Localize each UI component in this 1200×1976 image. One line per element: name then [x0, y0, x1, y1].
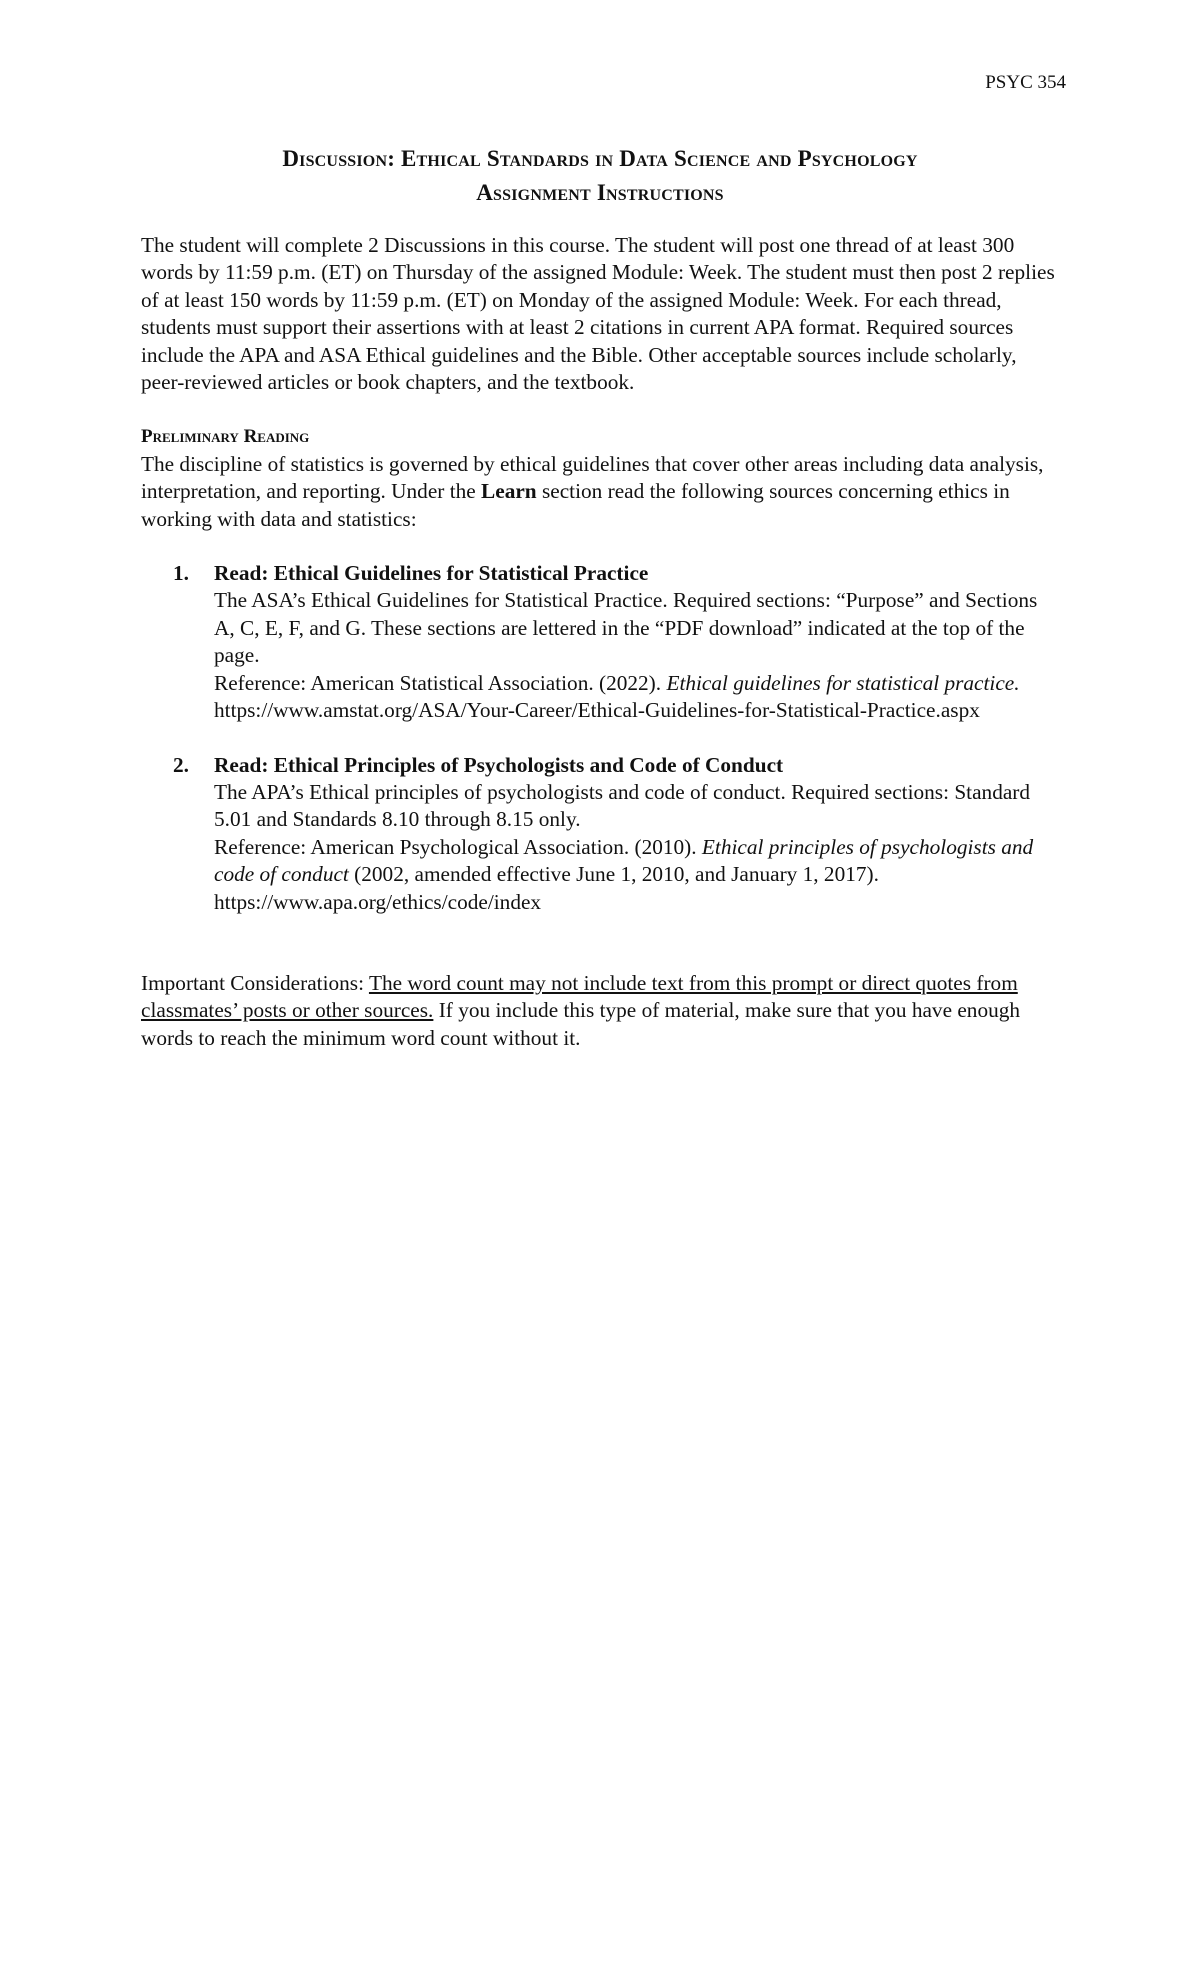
important-considerations-paragraph — [141, 970, 1061, 1052]
document-title — [141, 142, 1059, 210]
reading-item-reference — [214, 834, 1061, 916]
intro-paragraph: The student will complete 2 Discussions in this course. The student will post one thread of at least 300 words by 11:59 p.m. (ET) on Thursday of the assigned Module: Week. The student must then post 2 replies of at least 150 words by 11:59 p.m. (ET) on Monday of the assigned Module: Week. For each thread, students must support their assertions with at least 2 citations in current APA format. Required sources include the APA and ASA Ethical guidelines and the Bible. Other acceptable sources include scholarly, peer-reviewed articles or book chapters, and the textbook. — [141, 233, 1055, 395]
preliminary-reading-heading: Preliminary Reading — [141, 426, 310, 448]
considerations-rest: If you include this type of material, make sure that you have enough words to reach the minimum word count without it. — [141, 998, 1021, 1050]
reference-prefix: Reference: American Psychological Association. (2010). — [214, 834, 702, 859]
title-line-1: Discussion: Ethical Standards in Data Science and Psychology — [282, 146, 918, 171]
considerations-label: Important Considerations: — [141, 970, 369, 995]
reference-prefix: Reference: American Statistical Association. (2022). — [214, 670, 667, 695]
reading-item-title: Read: Ethical Guidelines for Statistical Practice — [214, 561, 649, 586]
learn-section-label: Learn — [481, 479, 537, 504]
preliminary-text-before: The discipline of statistics is governed by ethical guidelines that cover other areas including data analysis, interpretation, and reporting. Under the — [141, 451, 1044, 504]
reference-title: Ethical guidelines for statistical practice. — [666, 670, 1020, 695]
reading-item-asa — [141, 560, 1061, 724]
reading-item-title: Read: Ethical Principles of Psychologists and Code of Conduct — [214, 752, 784, 777]
preliminary-text-after: section read the following sources concerning ethics in working with data and statistics: — [141, 479, 1010, 531]
reading-item-apa — [141, 752, 1061, 916]
reading-list — [141, 560, 1061, 916]
list-number: 1. — [173, 561, 189, 586]
title-line-2: Assignment Instructions — [476, 180, 724, 205]
preliminary-reading-paragraph — [141, 451, 1061, 533]
list-number: 2. — [173, 752, 189, 777]
document-body — [141, 232, 1061, 1052]
course-code: PSYC 354 — [985, 72, 1066, 93]
reference-suffix: (2002, amended effective June 1, 2010, and January 1, 2017). https://www.apa.org/ethics/code/index — [214, 862, 879, 914]
reference-title: Ethical principles of psychologists and code of conduct — [214, 834, 1034, 887]
reference-suffix: https://www.amstat.org/ASA/Your-Career/Ethical-Guidelines-for-Statistical-Practice.aspx — [214, 698, 980, 723]
reading-item-reference — [214, 670, 1061, 725]
considerations-underlined-text: The word count may not include text from this prompt or direct quotes from classmates’ posts or other sources. — [141, 970, 1018, 1023]
reading-item-description: The ASA’s Ethical Guidelines for Statistical Practice. Required sections: “Purpose” and Sections A, C, E, F, and G. These sections are lettered in the “PDF download” indicated at the top of the page. — [214, 588, 1038, 668]
reading-item-description: The APA’s Ethical principles of psychologists and code of conduct. Required sections: Standard 5.01 and Standards 8.10 through 8.15 only. — [214, 779, 1031, 832]
